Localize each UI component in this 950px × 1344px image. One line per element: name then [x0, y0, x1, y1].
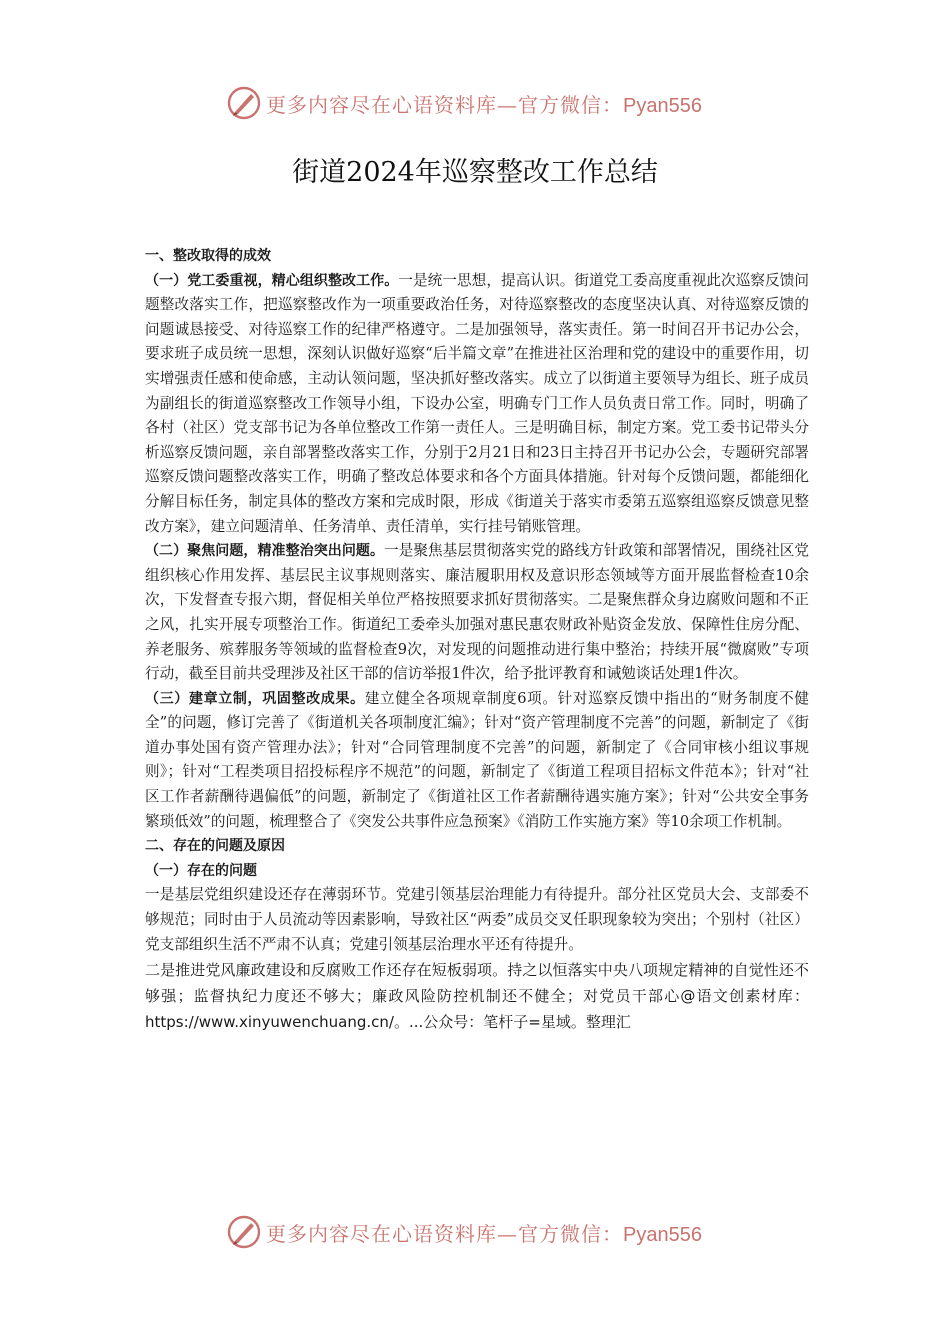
subsection-heading: （一）存在的问题: [145, 862, 257, 879]
watermark-banner-bottom: [226, 1212, 702, 1252]
paragraph-1: [145, 269, 809, 540]
banner-text: 更多内容尽在心语资料库—官方微信：Pyan556: [266, 92, 702, 117]
banner-text: 更多内容尽在心语资料库—官方微信：Pyan556: [266, 1221, 702, 1246]
paragraph-3: [145, 687, 809, 835]
pen-logo-icon: [226, 85, 262, 121]
pen-logo-icon: [226, 1214, 262, 1250]
section-heading-1: 一、整改取得的成效: [145, 248, 271, 264]
paragraph-body: 一是统一思想，提高认识。街道党工委高度重视此次巡察反馈问题整改落实工作，把巡察整改作为一项重要政治任务，对待巡察整改的态度坚决认真、对待巡察反馈的问题诚恳接受、对待巡察工作的纪律严格遵守。二是加强领导，落实责任。第一时间召开书记办公会，要求班子成员统一思想，深刻认识做好巡察“后半篇文章”在推进社区治理和党的建设中的重要作用，切实增强责任感和使命感，主动认领问题，坚决抓好整改落实。成立了以街道主要领导为组长、班子成员为副组长的街道巡察整改工作领导小组，下设办公室，明确专门工作人员负责日常工作。同时，明确了各村（社区）党支部书记为各单位整改工作第一责任人。三是明确目标，制定方案。党工委书记带头分析巡察反馈问题，亲自部署整改落实工作，分别于2月21日和23日主持召开书记办公会，专题研究部署巡察反馈问题整改落实工作，明确了整改总体要求和各个方面具体措施。针对每个反馈问题，都能细化分解目标任务，制定具体的整改方案和完成时限，形成《街道关于落实市委第五巡察组巡察反馈意见整改方案》，建立问题清单、任务清单、责任清单，实行挂号销账管理。: [145, 271, 809, 535]
paragraph-4: 一是基层党组织建设还存在薄弱环节。党建引领基层治理能力有待提升。部分社区党员大会、支部委不够规范；同时由于人员流动等因素影响，导致社区“两委”成员交叉任职现象较为突出；个别村（社区）党支部组织生活不严肃不认真；党建引领基层治理水平还有待提升。: [145, 886, 809, 953]
paragraph-body: 一是聚焦基层贯彻落实党的路线方针政策和部署情况，围绕社区党组织核心作用发挥、基层民主议事规则落实、廉洁履职用权及意识形态领域等方面开展监督检查10余次，下发督查专报六期，督促相关单位严格按照要求抓好贯彻落实。二是聚焦群众身边腐败问题和不正之风，扎实开展专项整治工作。街道纪工委牵头加强对惠民惠农财政补贴资金发放、保障性住房分配、养老服务、殡葬服务等领域的监督检查9次，对发现的问题推动进行集中整治；持续开展“微腐败”专项行动，截至目前共受理涉及社区干部的信访举报1件次，给予批评教育和诫勉谈话处理1件次。: [145, 542, 809, 683]
paragraph-2: [145, 539, 809, 687]
section-heading-2: 二、存在的问题及原因: [145, 838, 285, 855]
watermark-banner-top: [226, 83, 702, 123]
paragraph-lead: （二）聚焦问题，精准整治突出问题。: [145, 543, 385, 560]
paragraph-body: 建立健全各项规章制度6项。针对巡察反馈中指出的“财务制度不健全”的问题，修订完善了《街道机关各项制度汇编》；针对“资产管理制度不完善”的问题，新制定了《街道办事处国有资产管理办法》；针对“合同管理制度不完善”的问题，新制定了《合同审核小组议事规则》；针对“工程类项目招投标程序不规范”的问题，新制定了《街道工程项目招标文件范本》；针对“社区工作者薪酬待遇偏低”的问题，新制定了《街道社区工作者薪酬待遇实施方案》；针对“公共安全事务繁琐低效”的问题，梳理整合了《突发公共事件应急预案》《消防工作实施方案》等10余项工作机制。: [145, 689, 810, 830]
paragraph-lead: （一）党工委重视，精心组织整改工作。: [145, 272, 399, 289]
paragraph-5: 二是推进党风廉政建设和反腐败工作还存在短板弱项。持之以恒落实中央八项规定精神的自觉性还不够强；监督执纪力度还不够大；廉政风险防控机制还不健全；对党员干部心@语文创素材库：https://www.xinyuwenchuang.cn/。...公众号：笔杆子=星域。整理汇: [145, 961, 809, 1032]
paragraph-lead: （三）建章立制，巩固整改成果。: [145, 690, 365, 707]
document-title: 街道2024年巡察整改工作总结: [292, 157, 658, 188]
document-body: [145, 244, 809, 1035]
